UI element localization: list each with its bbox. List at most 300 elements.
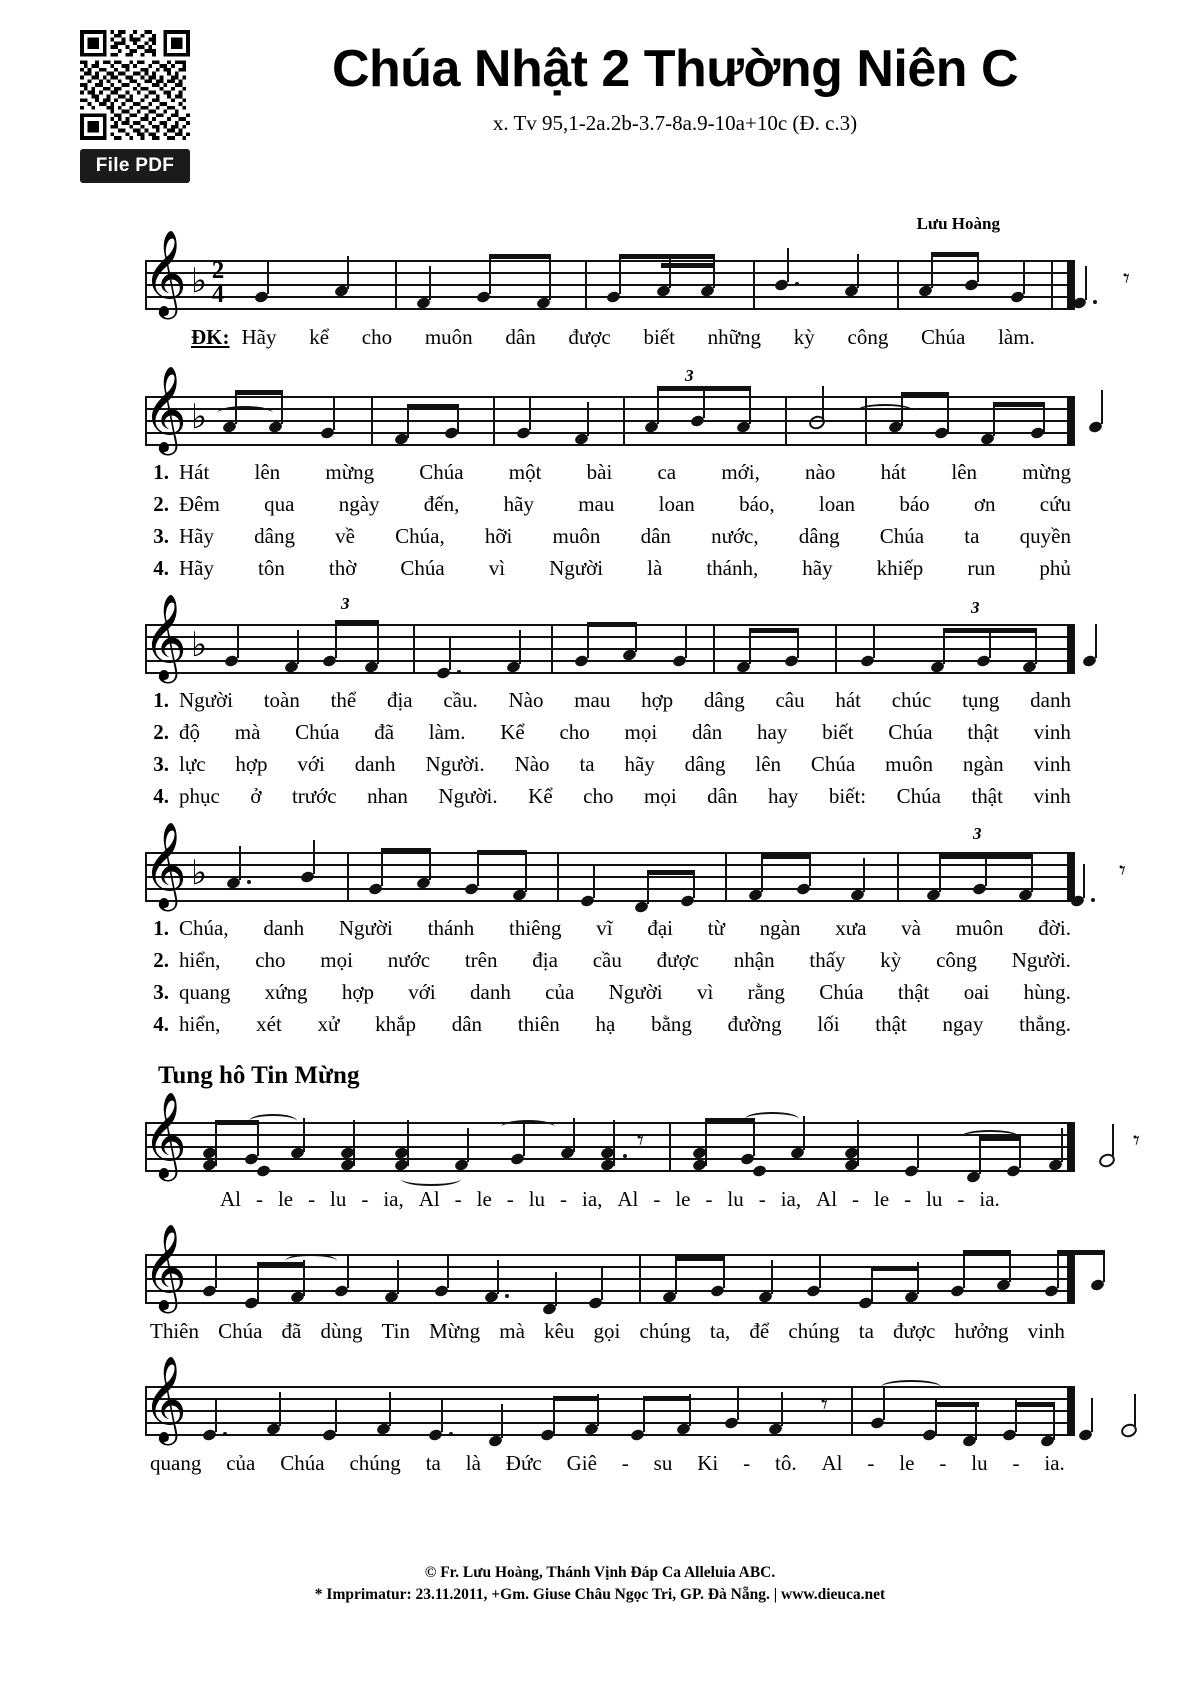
stem — [675, 1256, 677, 1294]
lyric-word: hùng. — [1023, 980, 1071, 1004]
beam — [749, 628, 799, 633]
page-title: Chúa Nhật 2 Thường Niên C — [331, 40, 1019, 98]
lyric-word: dâng — [703, 688, 745, 712]
verse-words — [179, 552, 1075, 584]
verse-line — [145, 748, 1075, 780]
lyric-hyphen: - — [904, 1187, 912, 1211]
beam — [407, 404, 459, 409]
slur — [401, 1172, 461, 1186]
lyric-word: Đức — [505, 1451, 542, 1475]
staff-line — [145, 648, 1075, 650]
lyric-word: thiêng — [509, 916, 562, 940]
lyric-word: khiếp — [876, 556, 924, 580]
lyric-word: dân — [451, 1012, 483, 1036]
lyric-word: xứng — [264, 980, 308, 1004]
stem — [993, 402, 995, 436]
lyric-word: Chúa — [419, 460, 464, 484]
lyric-word: dân — [707, 784, 738, 808]
lyric-word: biết — [822, 720, 854, 744]
lyric-word: vì — [488, 556, 506, 580]
key-signature-flat: ♭ — [191, 261, 208, 301]
barline — [395, 260, 397, 310]
stem — [529, 396, 531, 430]
lyric-word: về — [335, 524, 355, 548]
lyric-hyphen: - — [653, 1187, 661, 1211]
lyric-word: su — [653, 1451, 673, 1475]
lyric-word: mới, — [721, 460, 760, 484]
lyric-word: từ — [707, 916, 725, 940]
lyric-word: đời. — [1038, 916, 1071, 940]
stem — [601, 1266, 603, 1300]
lyric-word: Chúa — [888, 720, 933, 744]
beam — [553, 1396, 599, 1401]
music-system-4 — [80, 822, 1126, 1040]
lyric-word: dâng — [798, 524, 840, 548]
stem — [863, 858, 865, 892]
lyric-word: thờ — [328, 556, 357, 580]
lyric-word: hãy — [503, 492, 534, 516]
lyric-word: Chúa — [879, 524, 925, 548]
lyric-hyphen: - — [621, 1451, 629, 1475]
barline — [785, 396, 787, 446]
title-area — [230, 42, 1120, 136]
lyric-word: biết: — [828, 784, 867, 808]
qr-block[interactable] — [80, 30, 202, 183]
verse-number: 2. — [153, 948, 169, 972]
music-system-2 — [80, 366, 1120, 584]
refrain-words — [242, 320, 1076, 354]
verse-line — [145, 1008, 1075, 1040]
lyric-word: Nào — [508, 688, 544, 712]
stem — [407, 1120, 409, 1166]
qr-code-icon[interactable] — [80, 30, 190, 140]
lyric-word: dân — [505, 325, 536, 349]
lyric-word: Đêm — [179, 492, 220, 516]
lyric-word: ngày — [338, 492, 380, 516]
stem — [497, 1260, 499, 1294]
barline-final-thick — [1069, 396, 1075, 446]
lyric-word: toàn — [263, 688, 300, 712]
lyric-word: quang — [150, 1451, 202, 1475]
staff-6 — [143, 1224, 1075, 1314]
barline-final-thick — [1069, 1386, 1075, 1436]
lyric-word: oai — [963, 980, 990, 1004]
stem — [619, 254, 621, 294]
lyric-word: Người. — [1011, 948, 1071, 972]
lyric-word: ta, — [709, 1319, 731, 1343]
augmentation-dot — [223, 1432, 227, 1436]
lyric-word: hưởng — [954, 1319, 1009, 1343]
verse-block-2 — [145, 684, 1075, 812]
barline — [585, 260, 587, 310]
lyric-word: mà — [499, 1319, 525, 1343]
lyric-word: mọi — [320, 948, 353, 972]
lyric-word: cứu — [1039, 492, 1071, 516]
lyric-word: danh — [263, 916, 305, 940]
music-system-5 — [80, 1092, 1140, 1216]
lyric-word: đường — [727, 1012, 782, 1036]
lyric-word: nước, — [711, 524, 759, 548]
augmentation-dot — [457, 670, 461, 674]
verse-words — [179, 520, 1075, 552]
barline — [347, 852, 349, 902]
lyric-word: đại — [647, 916, 673, 940]
staff-3 — [143, 594, 1075, 684]
gospel-acclamation-heading: Tung hô Tin Mừng — [158, 1062, 360, 1089]
treble-clef-icon: 𝄞 — [143, 1356, 187, 1442]
verse-words — [179, 748, 1075, 780]
lyric-word: được — [893, 1319, 936, 1343]
verse-words — [179, 1008, 1075, 1040]
stem — [943, 628, 945, 664]
staff-line — [145, 852, 1075, 854]
stem — [279, 1392, 281, 1426]
lyric-word: công — [847, 325, 889, 349]
document-footer — [40, 1562, 1160, 1606]
lyric-word: nhan — [367, 784, 408, 808]
barline — [371, 396, 373, 446]
lyric-word: lu — [926, 1187, 943, 1211]
lyric-word: dân — [691, 720, 723, 744]
stem — [931, 252, 933, 288]
lyric-word: quyền — [1019, 524, 1071, 548]
lyric-hyphen: - — [1012, 1451, 1020, 1475]
lyric-word: bằng — [651, 1012, 692, 1036]
slur — [745, 1112, 799, 1126]
lyric-word: danh — [354, 752, 396, 776]
lyric-word: câu — [775, 688, 805, 712]
staff-5 — [143, 1092, 1140, 1182]
lyric-word: run — [967, 556, 996, 580]
lyric-word: Giê — [566, 1451, 597, 1475]
staff-line — [145, 876, 1075, 878]
verse-number: 2. — [153, 720, 169, 744]
lyric-word: mọi — [624, 720, 658, 744]
refrain-line — [145, 320, 1075, 354]
key-signature-flat: ♭ — [191, 625, 208, 665]
stem — [939, 854, 941, 892]
slur — [881, 1380, 941, 1394]
lyric-word: vĩ — [596, 916, 613, 940]
lyric-word: nước — [387, 948, 431, 972]
lyric-word: Al — [220, 1187, 241, 1211]
lyric-word: ta — [964, 524, 980, 548]
lyric-word: hỡi — [484, 524, 513, 548]
lyric-word: hiển, — [179, 1012, 221, 1036]
stem — [347, 1254, 349, 1288]
stem — [857, 254, 859, 288]
staff-line — [145, 260, 1075, 262]
lyric-word: công — [936, 948, 977, 972]
music-system-6 — [80, 1224, 1120, 1348]
stem — [1031, 854, 1033, 892]
lyric-word: phủ — [1039, 556, 1071, 580]
lyric-word: của — [545, 980, 575, 1004]
lyric-word: của — [226, 1451, 256, 1475]
verse-words — [179, 976, 1075, 1008]
stem — [313, 840, 315, 874]
stem — [335, 1398, 337, 1432]
lyric-hyphen: - — [743, 1451, 751, 1475]
barline — [725, 852, 727, 902]
stem — [257, 1268, 259, 1302]
stem — [297, 630, 299, 664]
lyric-word: báo — [899, 492, 930, 516]
barline — [551, 624, 553, 674]
barline-final-thick — [1069, 852, 1075, 902]
verse-words — [179, 944, 1075, 976]
lyric-word: dâng — [684, 752, 726, 776]
stem — [477, 850, 479, 886]
lyric-word: chúng — [639, 1319, 691, 1343]
stem — [397, 1260, 399, 1294]
lyric-word: phục — [179, 784, 220, 808]
stem — [1091, 1398, 1093, 1432]
lyric-word: ngay — [942, 1012, 984, 1036]
lyric-hyphen: - — [957, 1187, 965, 1211]
lyric-word: ia. — [979, 1187, 1000, 1211]
stem — [1095, 624, 1097, 658]
lyric-word: Chúa — [810, 752, 856, 776]
lyric-word: vinh — [1027, 1319, 1065, 1343]
lyric-word: vinh — [1033, 720, 1071, 744]
stem — [281, 390, 283, 424]
staff-7 — [143, 1356, 1075, 1446]
lyric-word: nào — [805, 460, 836, 484]
lyric-word: cầu — [592, 948, 622, 972]
lyric-word: Chúa — [218, 1319, 263, 1343]
verse-block-3 — [145, 912, 1075, 1040]
stem — [303, 1118, 305, 1152]
lyric-word: Nào — [514, 752, 550, 776]
stem — [389, 1392, 391, 1426]
stem — [975, 1404, 977, 1440]
lyric-word: làm. — [428, 720, 466, 744]
verse-words — [179, 684, 1075, 716]
lyric-word: le — [899, 1451, 915, 1475]
lyric-hyphen: - — [255, 1187, 263, 1211]
beam — [871, 1266, 919, 1271]
stem — [237, 624, 239, 658]
lyric-word: ia, — [582, 1187, 603, 1211]
lyric-word: cho — [559, 720, 590, 744]
stem — [587, 622, 589, 658]
lyric-word: Chúa — [295, 720, 340, 744]
lyric-word: tô. — [775, 1451, 797, 1475]
stem — [587, 402, 589, 436]
verse-number: 4. — [153, 556, 169, 580]
lyric-word: lu — [528, 1187, 546, 1211]
stem — [822, 386, 824, 420]
lyric-hyphen: - — [758, 1187, 766, 1211]
lyric-word: Kể — [528, 784, 553, 808]
stem — [1083, 864, 1085, 898]
staff-line — [145, 1170, 1075, 1172]
lyric-hyphen: - — [308, 1187, 316, 1211]
pdf-badge[interactable]: File PDF — [80, 149, 190, 183]
lyric-word: lên — [755, 752, 782, 776]
lyric-word: nhận — [733, 948, 775, 972]
lyric-word: xét — [256, 1012, 282, 1036]
tuplet-marker: 3 — [973, 824, 982, 843]
verse-number: 1. — [153, 916, 169, 940]
staff-1 — [143, 230, 1130, 320]
lyric-word: khắp — [375, 1012, 416, 1036]
lyric-hyphen: - — [867, 1451, 875, 1475]
stem — [335, 620, 337, 658]
stem — [525, 850, 527, 892]
lyric-word: Kể — [500, 720, 525, 744]
beam — [489, 254, 551, 259]
lyric-word: vinh — [1033, 752, 1071, 776]
lyric-word: thánh — [427, 916, 475, 940]
lyric-word: Mừng — [429, 1319, 481, 1343]
lyric-hyphen: - — [361, 1187, 369, 1211]
barline — [669, 1122, 671, 1172]
augmentation-dot — [795, 282, 799, 286]
stem — [501, 1404, 503, 1438]
lyric-hyphen: - — [454, 1187, 462, 1211]
staff-line — [145, 864, 1075, 866]
music-system-7 — [80, 1356, 1120, 1480]
stem — [1134, 1394, 1136, 1426]
beam — [993, 402, 1045, 407]
beam — [761, 854, 811, 859]
lyric-word: mừng — [325, 460, 375, 484]
barline — [413, 624, 415, 674]
lyric-word: danh — [1030, 688, 1071, 712]
lyric-word: thật — [897, 980, 930, 1004]
stem — [235, 390, 237, 424]
lyric-word: thật — [967, 720, 999, 744]
lyric-word: với — [297, 752, 325, 776]
lyric-hyphen: - — [506, 1187, 514, 1211]
lyric-word: lực — [179, 752, 206, 776]
stem — [883, 1386, 885, 1420]
tuplet-marker: 3 — [341, 594, 350, 613]
lyric-word: xưa — [835, 916, 867, 940]
eighth-rest: 𝄾 — [637, 1126, 644, 1156]
verse-number: 3. — [153, 752, 169, 776]
treble-clef-icon: 𝄞 — [143, 230, 187, 316]
beam — [901, 392, 949, 397]
verse-words — [179, 716, 1075, 748]
stem — [593, 864, 595, 898]
lyric-word: mau — [574, 688, 611, 712]
stem — [871, 1266, 873, 1302]
barline — [493, 396, 495, 446]
verse-words — [179, 912, 1075, 944]
lyric-word: ta — [858, 1319, 874, 1343]
barline — [557, 852, 559, 902]
lyric-word: địa — [386, 688, 413, 712]
stem — [239, 846, 241, 880]
staff-line — [145, 636, 1075, 638]
verse-block-1 — [145, 456, 1075, 584]
lyric-word: dân — [640, 524, 671, 548]
lyric-word: Al — [617, 1187, 639, 1211]
verse-line — [145, 780, 1075, 812]
lyric-word: hay — [757, 720, 788, 744]
refrain-label: ĐK: — [191, 325, 230, 349]
sheet-music-page — [40, 0, 1160, 1620]
document-header — [80, 10, 1120, 200]
stem — [669, 254, 671, 288]
refrain-lyrics — [145, 320, 1075, 354]
stem — [489, 254, 491, 294]
lyric-word: ia, — [383, 1187, 404, 1211]
eighth-rest: 𝄾 — [1119, 856, 1126, 886]
lyric-word: cho — [583, 784, 614, 808]
stem — [1035, 628, 1037, 664]
stem — [467, 1128, 469, 1162]
lyric-word: lối — [817, 1012, 840, 1036]
lyric-word: với — [408, 980, 436, 1004]
composer-credit: Lưu Hoàng — [916, 214, 1000, 233]
verse-line — [145, 976, 1075, 1008]
augmentation-dot — [1093, 300, 1097, 304]
beam — [939, 854, 1033, 859]
stem — [523, 1122, 525, 1156]
lyric-word: những — [707, 325, 762, 349]
lyric-word: là — [647, 556, 663, 580]
beam — [943, 628, 1037, 633]
beam — [335, 620, 379, 625]
stem — [761, 854, 763, 892]
lyric-word: kỳ — [880, 948, 902, 972]
verse-line — [145, 488, 1075, 520]
treble-clef-icon: 𝄞 — [143, 1224, 187, 1310]
lyric-word: hay — [767, 784, 799, 808]
lyric-word: gọi — [593, 1319, 621, 1343]
verse-words — [179, 780, 1075, 812]
stem — [1053, 1404, 1055, 1440]
lyric-word: Người — [608, 980, 663, 1004]
lyric-word: thẳng. — [1019, 1012, 1071, 1036]
stem — [1085, 266, 1087, 300]
lyric-word: Tin — [381, 1319, 411, 1343]
stem — [1057, 1250, 1059, 1288]
stem — [819, 1254, 821, 1288]
verse-words — [179, 456, 1075, 488]
slur — [501, 1120, 555, 1134]
beam — [675, 1256, 725, 1261]
lyric-word: mau — [578, 492, 615, 516]
barline — [713, 624, 715, 674]
staff-line — [145, 408, 1075, 410]
lyric-word: ngàn — [962, 752, 1004, 776]
lyric-word: Al — [418, 1187, 440, 1211]
stem — [1112, 1124, 1114, 1156]
lyric-word: Người — [179, 688, 233, 712]
stem — [787, 248, 789, 282]
stem — [647, 870, 649, 904]
eighth-rest: 𝄾 — [1133, 1126, 1140, 1156]
lyric-word: Ki — [697, 1451, 719, 1475]
stem — [685, 624, 687, 658]
stem — [215, 1120, 217, 1166]
barline-final-thick — [1069, 1254, 1075, 1304]
stem — [705, 1120, 707, 1166]
verse-line — [145, 552, 1075, 584]
stem — [873, 624, 875, 658]
lyric-word: Người — [549, 556, 604, 580]
stem — [1023, 260, 1025, 294]
treble-clef-icon: 𝄞 — [143, 1092, 187, 1178]
lyric-word: lên — [951, 460, 978, 484]
stem — [1061, 1128, 1063, 1162]
lyric-word: thật — [971, 784, 1003, 808]
